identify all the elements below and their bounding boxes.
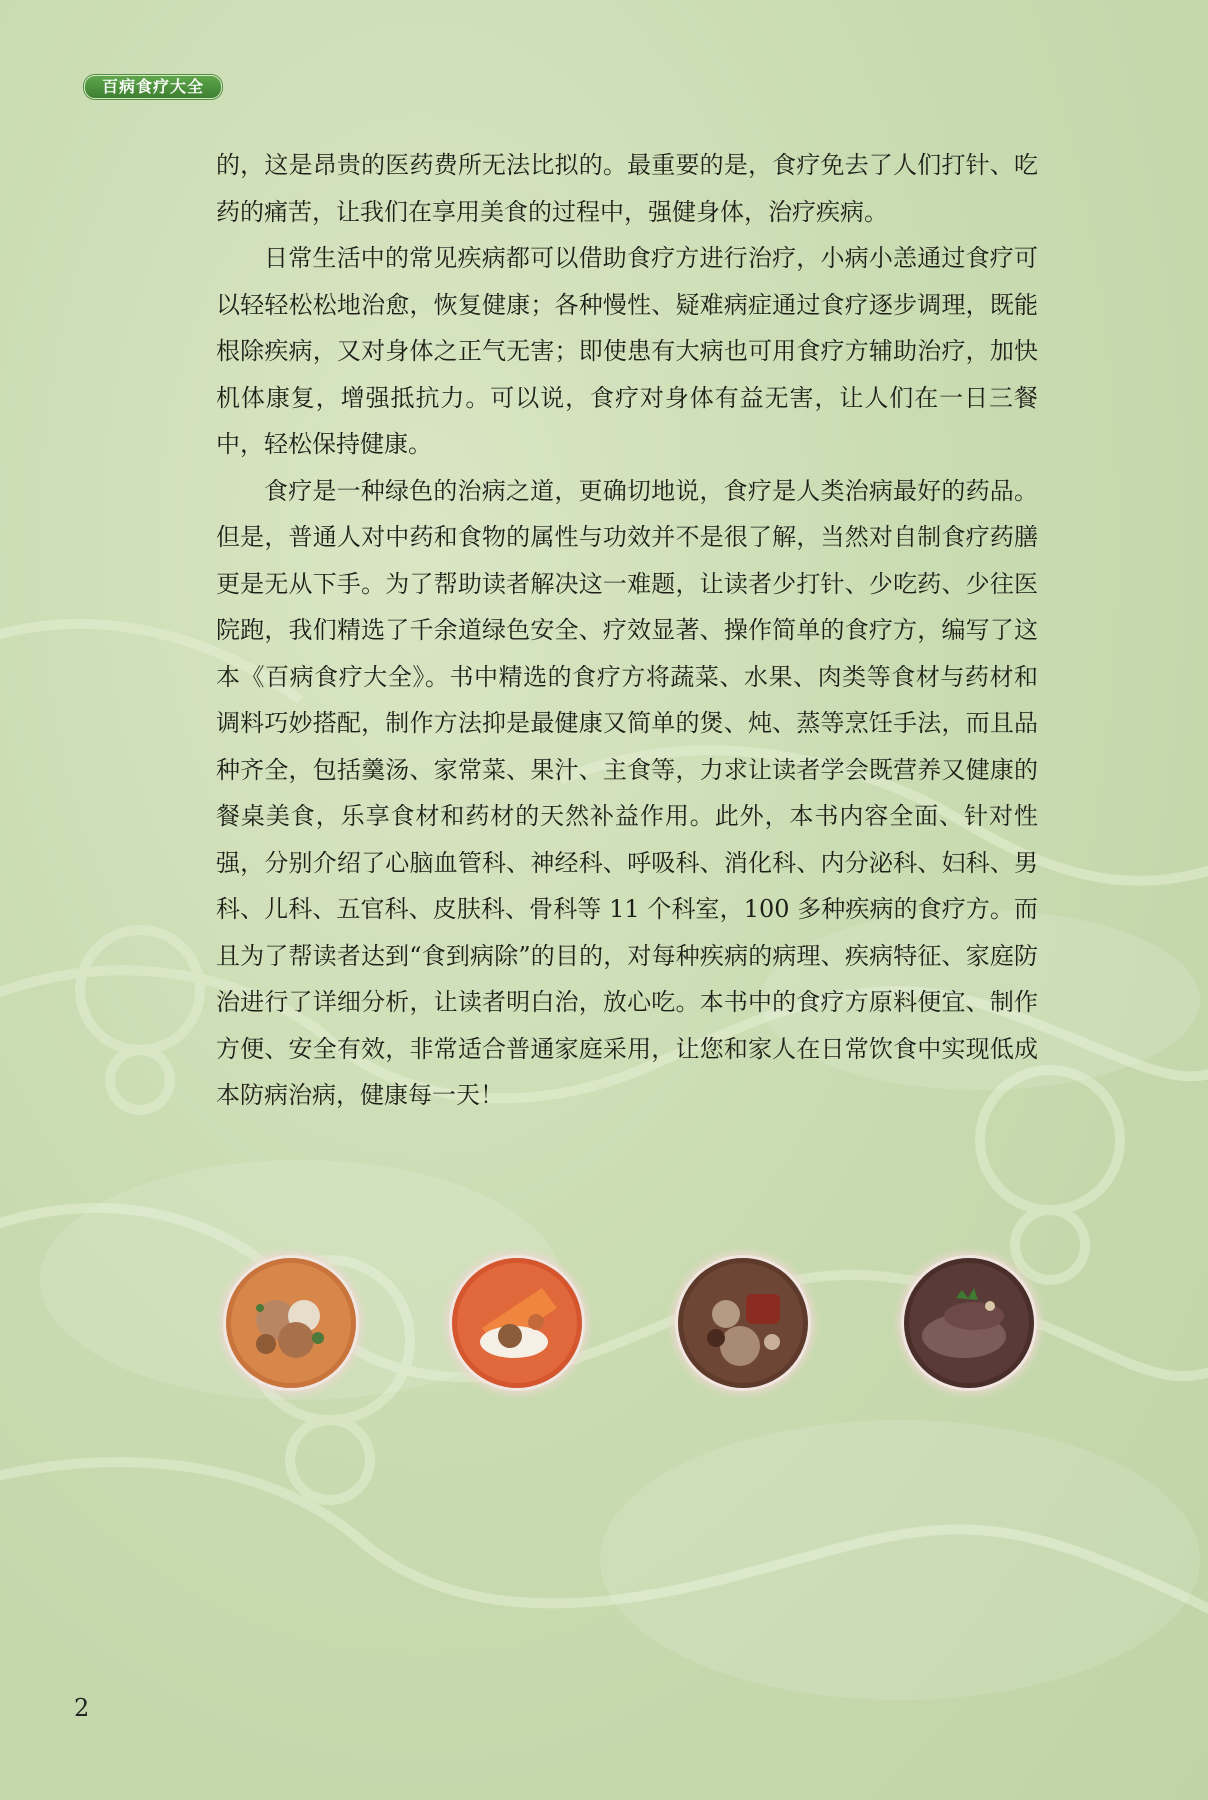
food-photo-braised-dish [675,1255,811,1391]
paragraph-1: 的，这是昂贵的医药费所无法比拟的。最重要的是，食疗免去了人们打针、吃药的痛苦，让我们在享用美食的过程中，强健身体，治疗疾病。 [216,151,1038,226]
food-photo-row [0,1255,1208,1391]
paragraph-2: 日常生活中的常见疾病都可以借助食疗方进行治疗，小病小恙通过食疗可以轻轻松松地治愈，恢复健康；各种慢性、疑难病症通过食疗逐步调理，既能根除疾病，又对身体之正气无害；即使患有大病也可用食疗方辅助治疗，加快机体康复，增强抵抗力。可以说，食疗对身体有益无害，让人们在一日三餐中，轻松保持健康。 [216,244,1038,458]
body-text [216,142,1038,1119]
food-photo-carrot-soup [449,1255,585,1391]
food-photo-liver-slices [901,1255,1037,1391]
page-number: 2 [74,1694,90,1722]
paragraph-3: 食疗是一种绿色的治病之道，更确切地说，食疗是人类治病最好的药品。但是，普通人对中药和食物的属性与功效并不是很了解，当然对自制食疗药膳更是无从下手。为了帮助读者解决这一难题，让读者少打针、少吃药、少往医院跑，我们精选了千余道绿色安全、疗效显著、操作简单的食疗方，编写了这本《百病食疗大全》。书中精选的食疗方将蔬菜、水果、肉类等食材与药材和调料巧妙搭配，制作方法抑是最健康又简单的煲、炖、蒸等烹饪手法，而且品种齐全，包括羹汤、家常菜、果汁、主食等，力求让读者学会既营养又健康的餐桌美食，乐享食材和药材的天然补益作用。此外，本书内容全面、针对性强，分别介绍了心脑血管科、神经科、呼吸科、消化科、内分泌科、妇科、男科、儿科、五官科、皮肤科、骨科等 11 个科室，100 多种疾病的食疗方。而且为了帮读者达到“食到病除”的目的，对每种疾病的病理、疾病特征、家庭防治进行了详细分析，让读者明白治，放心吃。本书中的食疗方原料便宜、制作方便、安全有效，非常适合普通家庭采用，让您和家人在日常饮食中实现低成本防病治病，健康每一天！ [216,476,1038,1109]
book-title-badge: 百病食疗大全 [84,75,222,99]
food-photo-stewed-meat [223,1255,359,1391]
